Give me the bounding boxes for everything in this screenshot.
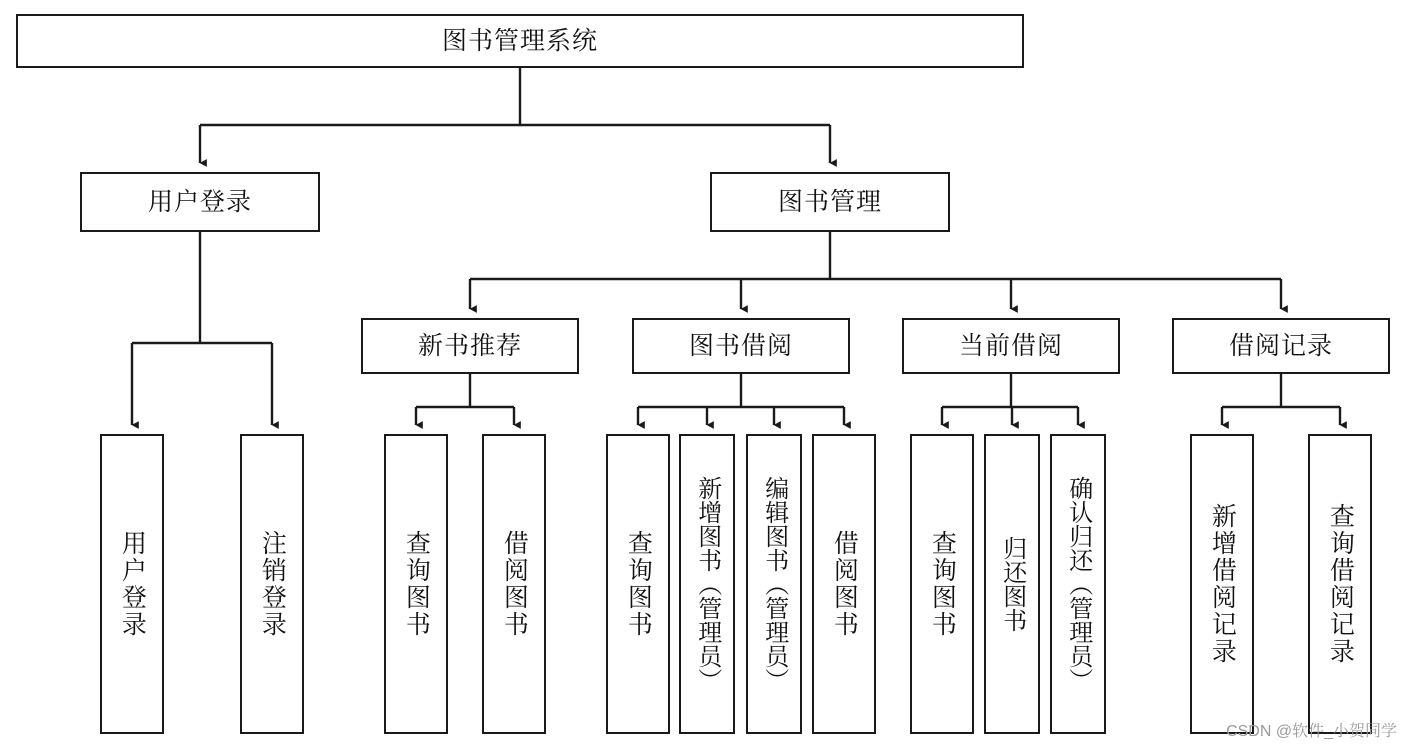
node-b1[interactable] <box>606 434 670 734</box>
watermark: CSDN @软件_小贺同学 <box>1226 723 1397 740</box>
node-label: 图书借阅 <box>688 331 793 360</box>
node-label: 注销登录 <box>258 530 287 638</box>
node-label: 用户登录 <box>118 530 147 638</box>
node-label: 当前借阅 <box>958 331 1063 360</box>
node-label: 借阅图书 <box>830 530 859 638</box>
node-label: 查询借阅记录 <box>1326 503 1355 665</box>
node-c1[interactable] <box>910 434 974 734</box>
node-label: 用户登录 <box>147 187 252 216</box>
node-login[interactable] <box>80 172 320 232</box>
node-label: 归还图书 <box>998 536 1026 632</box>
node-record[interactable] <box>1172 318 1390 374</box>
node-label: 编辑图书（管理员） <box>760 476 788 692</box>
node-b2[interactable] <box>679 434 735 734</box>
node-label: 新增图书（管理员） <box>693 476 721 692</box>
node-label: 查询图书 <box>624 530 653 638</box>
node-label: 图书管理 <box>777 187 882 216</box>
node-label: 新增借阅记录 <box>1208 503 1237 665</box>
node-label: 借阅记录 <box>1228 331 1333 360</box>
node-current[interactable] <box>902 318 1120 374</box>
node-r1[interactable] <box>1190 434 1254 734</box>
node-l1[interactable] <box>100 434 164 734</box>
node-label: 查询图书 <box>402 530 431 638</box>
node-b4[interactable] <box>812 434 876 734</box>
node-l2[interactable] <box>240 434 304 734</box>
node-n1[interactable] <box>384 434 448 734</box>
node-n2[interactable] <box>482 434 546 734</box>
node-label: 新书推荐 <box>417 331 522 360</box>
node-c3[interactable] <box>1050 434 1106 734</box>
node-root[interactable] <box>16 14 1024 68</box>
node-label: 借阅图书 <box>500 530 529 638</box>
node-b3[interactable] <box>746 434 802 734</box>
node-label: 查询图书 <box>928 530 957 638</box>
node-label: 图书管理系统 <box>441 26 598 55</box>
node-label: 确认归还（管理员） <box>1064 476 1092 692</box>
node-newbook[interactable] <box>361 318 579 374</box>
node-r2[interactable] <box>1308 434 1372 734</box>
node-borrow[interactable] <box>632 318 850 374</box>
node-c2[interactable] <box>984 434 1040 734</box>
node-bookmgmt[interactable] <box>710 172 950 232</box>
